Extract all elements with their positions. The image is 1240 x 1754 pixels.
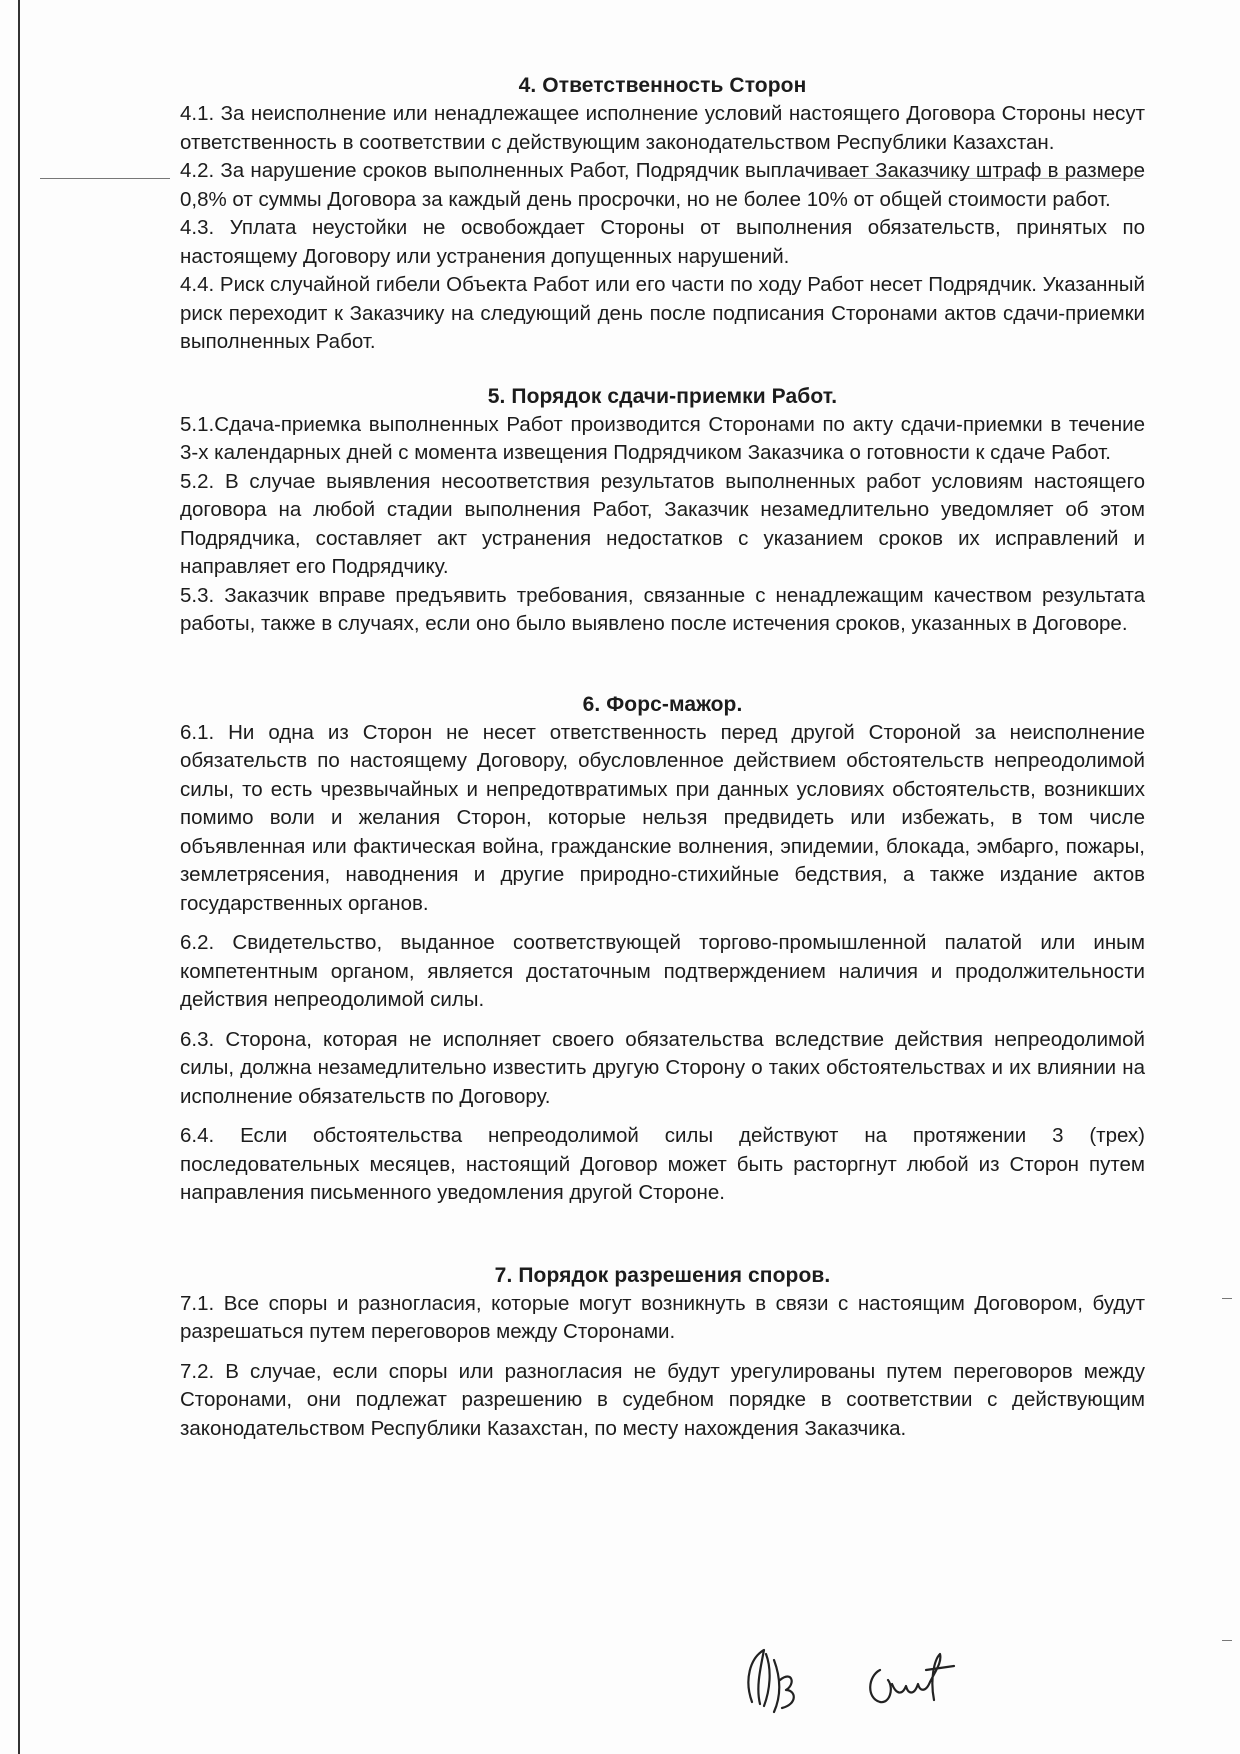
- scan-edge-line: [18, 0, 20, 1754]
- section-heading: 5. Порядок сдачи-приемки Работ.: [487, 384, 838, 408]
- clause-7-1: 7.1. Все споры и разногласия, которые могут возникнуть в связи с настоящим Договором, будут разрешаться путем переговоров между Сторонами.: [180, 1291, 1145, 1343]
- clause-6-3: 6.3. Сторона, которая не исполняет своего обязательства вследствие действия непреодолимой силы, должна незамедлительно известить другую Сторону о таких обстоятельствах и их влиянии на исполнение обязательств по Договору.: [180, 1027, 1145, 1108]
- clause-4-4: 4.4. Риск случайной гибели Объекта Работ или его части по ходу Работ несет Подрядчик. Указанный риск переходит к Заказчику на следующий день после подписания Сторонами актов сдачи-приемки выполненных Работ.: [180, 273, 1145, 353]
- signature-block: [730, 1640, 1010, 1720]
- clause-6-4: 6.4. Если обстоятельства непреодолимой силы действуют на протяжении 3 (трех) последовательных месяцев, настоящий Договор может быть расторгнут любой из Сторон путем направления письменного уведомления другой Стороне.: [180, 1124, 1145, 1204]
- clause-5-2: 5.2. В случае выявления несоответствия результатов выполненных работ условиям настоящего договора на любой стадии выполнения Работ, Заказчик незамедлительно уведомляет об этом Подрядчика, составляет акт устранения недостатков с указанием сроков их исправлений и направляет его Подрядчику.: [180, 469, 1145, 578]
- section-disputes: [180, 1262, 1145, 1444]
- section-acceptance: [180, 383, 1145, 639]
- clause-4-3: 4.3. Уплата неустойки не освобождает Стороны от выполнения обязательств, принятых по настоящему Договору или устранения допущенных нарушений.: [180, 216, 1145, 268]
- clause-4-1: 4.1. За неисполнение или ненадлежащее исполнение условий настоящего Договора Стороны несут ответственность в соответствии с действующим законодательством Республики Казахстан.: [180, 102, 1145, 154]
- scan-artifact-line: [1222, 1298, 1232, 1299]
- section-liability: [180, 72, 1145, 357]
- section-heading: 7. Порядок разрешения споров.: [494, 1263, 831, 1287]
- clause-6-1: 6.1. Ни одна из Сторон не несет ответственность перед другой Стороной за неисполнение обязательств по настоящему Договору, обусловленное действием обстоятельств непреодолимой силы, то есть чрезвычайных и непредотвратимых при данных условиях обстоятельств, возникших помимо воли и желания Сторон, которые нельзя предвидеть или избежать, в том числе объявленная или фактическая война, гражданские волнения, эпидемии, блокада, эмбарго, пожары, землетрясения, наводнения и другие природно-стихийные бедствия, а также издание актов государственных органов.: [180, 720, 1145, 915]
- scan-artifact-line: [1222, 1640, 1232, 1641]
- contract-body: [180, 72, 1145, 1443]
- section-heading: 6. Форс-мажор.: [582, 692, 743, 716]
- clause-6-2: 6.2. Свидетельство, выданное соответствующей торгово-промышленной палатой или иным компетентным органом, является достаточным подтверждением наличия и продолжительности действия непреодолимой силы.: [180, 931, 1145, 1011]
- handwritten-initials-icon: [730, 1640, 1010, 1720]
- scan-artifact-line: [40, 178, 170, 179]
- section-heading: 4. Ответственность Сторон: [518, 74, 807, 97]
- clause-5-3: 5.3. Заказчик вправе предъявить требования, связанные с ненадлежащим качеством результата работы, также в случаях, если оно было выявлено после истечения сроков, указанных в Договоре.: [180, 583, 1145, 635]
- clause-4-2: 4.2. За нарушение сроков выполненных Работ, Подрядчик выплачивает Заказчику штраф в размере 0,8% от суммы Договора за каждый день просрочки, но не более 10% от общей стоимости работ.: [180, 159, 1145, 211]
- clause-5-1: 5.1.Сдача-приемка выполненных Работ производится Сторонами по акту сдачи-приемки в течение 3-х календарных дней с момента извещения Подрядчиком Заказчика о готовности к сдаче Работ.: [180, 412, 1145, 464]
- clause-7-2: 7.2. В случае, если споры или разногласия не будут урегулированы путем переговоров между Сторонами, они подлежат разрешению в судебном порядке в соответствии с действующим законодательством Республики Казахстан, по месту нахождения Заказчика.: [180, 1359, 1145, 1440]
- section-force-majeure: [180, 691, 1145, 1208]
